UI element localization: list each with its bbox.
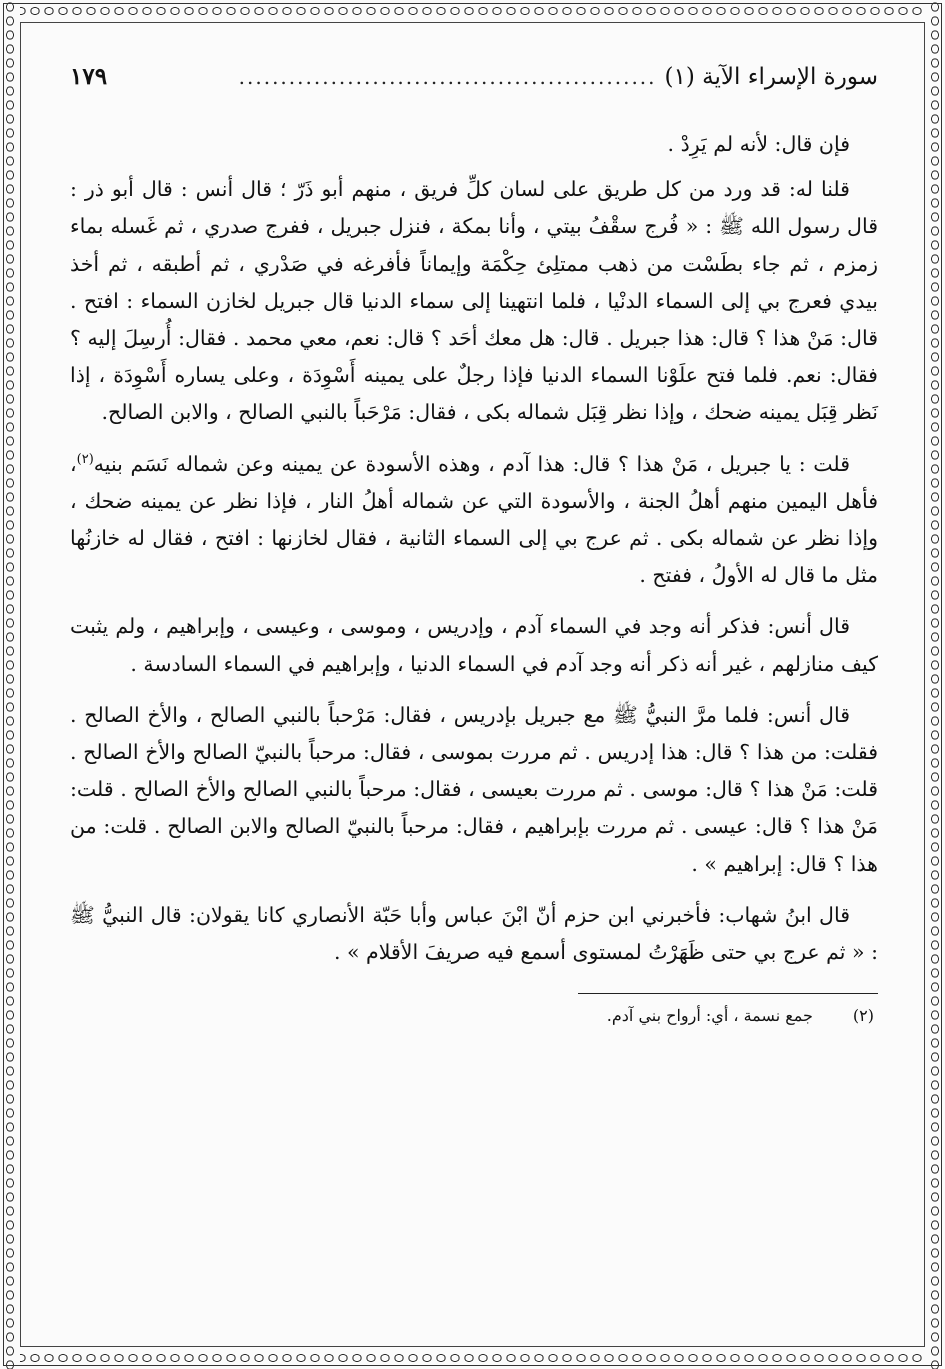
paragraph-6: قال ابنُ شهاب: فأخبرني ابن حزم أنّ ابْنَ عباس وأبا حَبّة الأنصاري كانا يقولان: قال النبيُّ ﷺ : « ثم عرج بي حتى ظَهَرْتُ لمستوى أسمع فيه صريفَ الأقلام » . (70, 902, 878, 965)
paragraph-3 (70, 446, 878, 595)
paragraph-2: قلنا له: قد ورد من كل طريق على لسان كلِّ فريق ، منهم أبو ذَرّ ؛ قال أنس : قال أبو ذر : قال رسول الله ﷺ : « فُرج سقْفُ بيتي ، وأنا بمكة ، فنزل جبريل ، ففرج صدري ، ثم غَسله بماء زمزم ، ثم جاء بطَسْت من ذهب ممتلِئ حِكْمَة وإيماناً فأفرغه في صَدْري ، ثم أطبقه ، ثم أخذ بيدي فعرج بي إلى السماء الدنْيا ، فلما انتهينا إلى سماء الدنيا قال جبريل لخازن السماء : افتح . قال: مَنْ هذا ؟ قال: هذا جبريل . قال: هل معك أحَد ؟ قال: نعم، معي محمد . فقال: أُرسِلَ إليه ؟ فقال: نعم. فلما فتح علَوْنا السماء الدنيا فإذا رجلٌ على يمينه أَسْوِدَة ، وعلى يساره أَسْوِدَة ، إذا نَظر قِبَل يمينه ضحك ، وإذا نظر قِبَل شماله بكى ، فقال: مَرْحَباً بالنبي الصالح ، والابن الصالح. (70, 177, 878, 425)
footnote-reference[interactable]: (٢) (76, 451, 94, 467)
page-content (70, 62, 878, 1028)
footnote-text: جمع نسمة ، أي: أرواح بني آدم. (606, 1006, 813, 1026)
leader-dots: .................................................. (238, 65, 657, 89)
chapter-title: سورة الإسراء الآية (١) (664, 64, 878, 90)
paragraph-3-start: قلت : يا جبريل ، مَنْ هذا ؟ قال: هذا آدم ، وهذه الأسودة عن يمينه وعن شماله نَسَم بنيه (93, 451, 850, 476)
footnote (70, 1004, 878, 1028)
paragraph-3-rest: ، فأهل اليمين منهم أهلُ الجنة ، والأسودة التي عن شماله أهلُ النار ، فإذا نظر عن يمينه ضحك ، وإذا نظر عن شماله بكى . ثم عرج بي إلى السماء الثانية ، فقال لخازنها : افتح ، فقال له خازنُها مثل ما قال له الأولُ ، ففتح . (70, 451, 878, 588)
paragraph-5: قال أنس: فلما مرَّ النبيُّ ﷺ مع جبريل بإدريس ، فقال: مَرْحباً بالنبي الصالح ، والأخ الصالح . فقلت: من هذا ؟ قال: هذا إدريس . ثم مررت بموسى ، فقال: مرحباً بالنبيّ الصالح والأخ الصالح . قلت: مَنْ هذا ؟ قال: موسى . ثم مررت بعيسى ، فقال: مرحباً بالنبي الصالح والأخ الصالح . قلت: مَنْ هذا ؟ قال: عيسى . ثم مررت بإبراهيم ، فقال: مرحباً بالنبيّ الصالح والابن الصالح . قلت: من هذا ؟ قال: إبراهيم » . (70, 702, 878, 876)
paragraph-1: فإن قال: لأنه لم يَرِدْ . (667, 132, 850, 156)
body-text (70, 126, 878, 971)
running-header (70, 62, 878, 92)
paragraph-4: قال أنس: فذكر أنه وجد في السماء آدم ، وإدريس ، وموسى ، وعيسى ، وإبراهيم ، ولم يثبت كيف منازلهم ، غير أنه ذكر أنه وجد آدم في السماء الدنيا ، وإبراهيم في السماء السادسة . (70, 614, 878, 676)
footnote-divider (578, 993, 878, 994)
footnote-number: (٢) (852, 1006, 874, 1026)
page-number: ١٧٩ (70, 63, 108, 90)
